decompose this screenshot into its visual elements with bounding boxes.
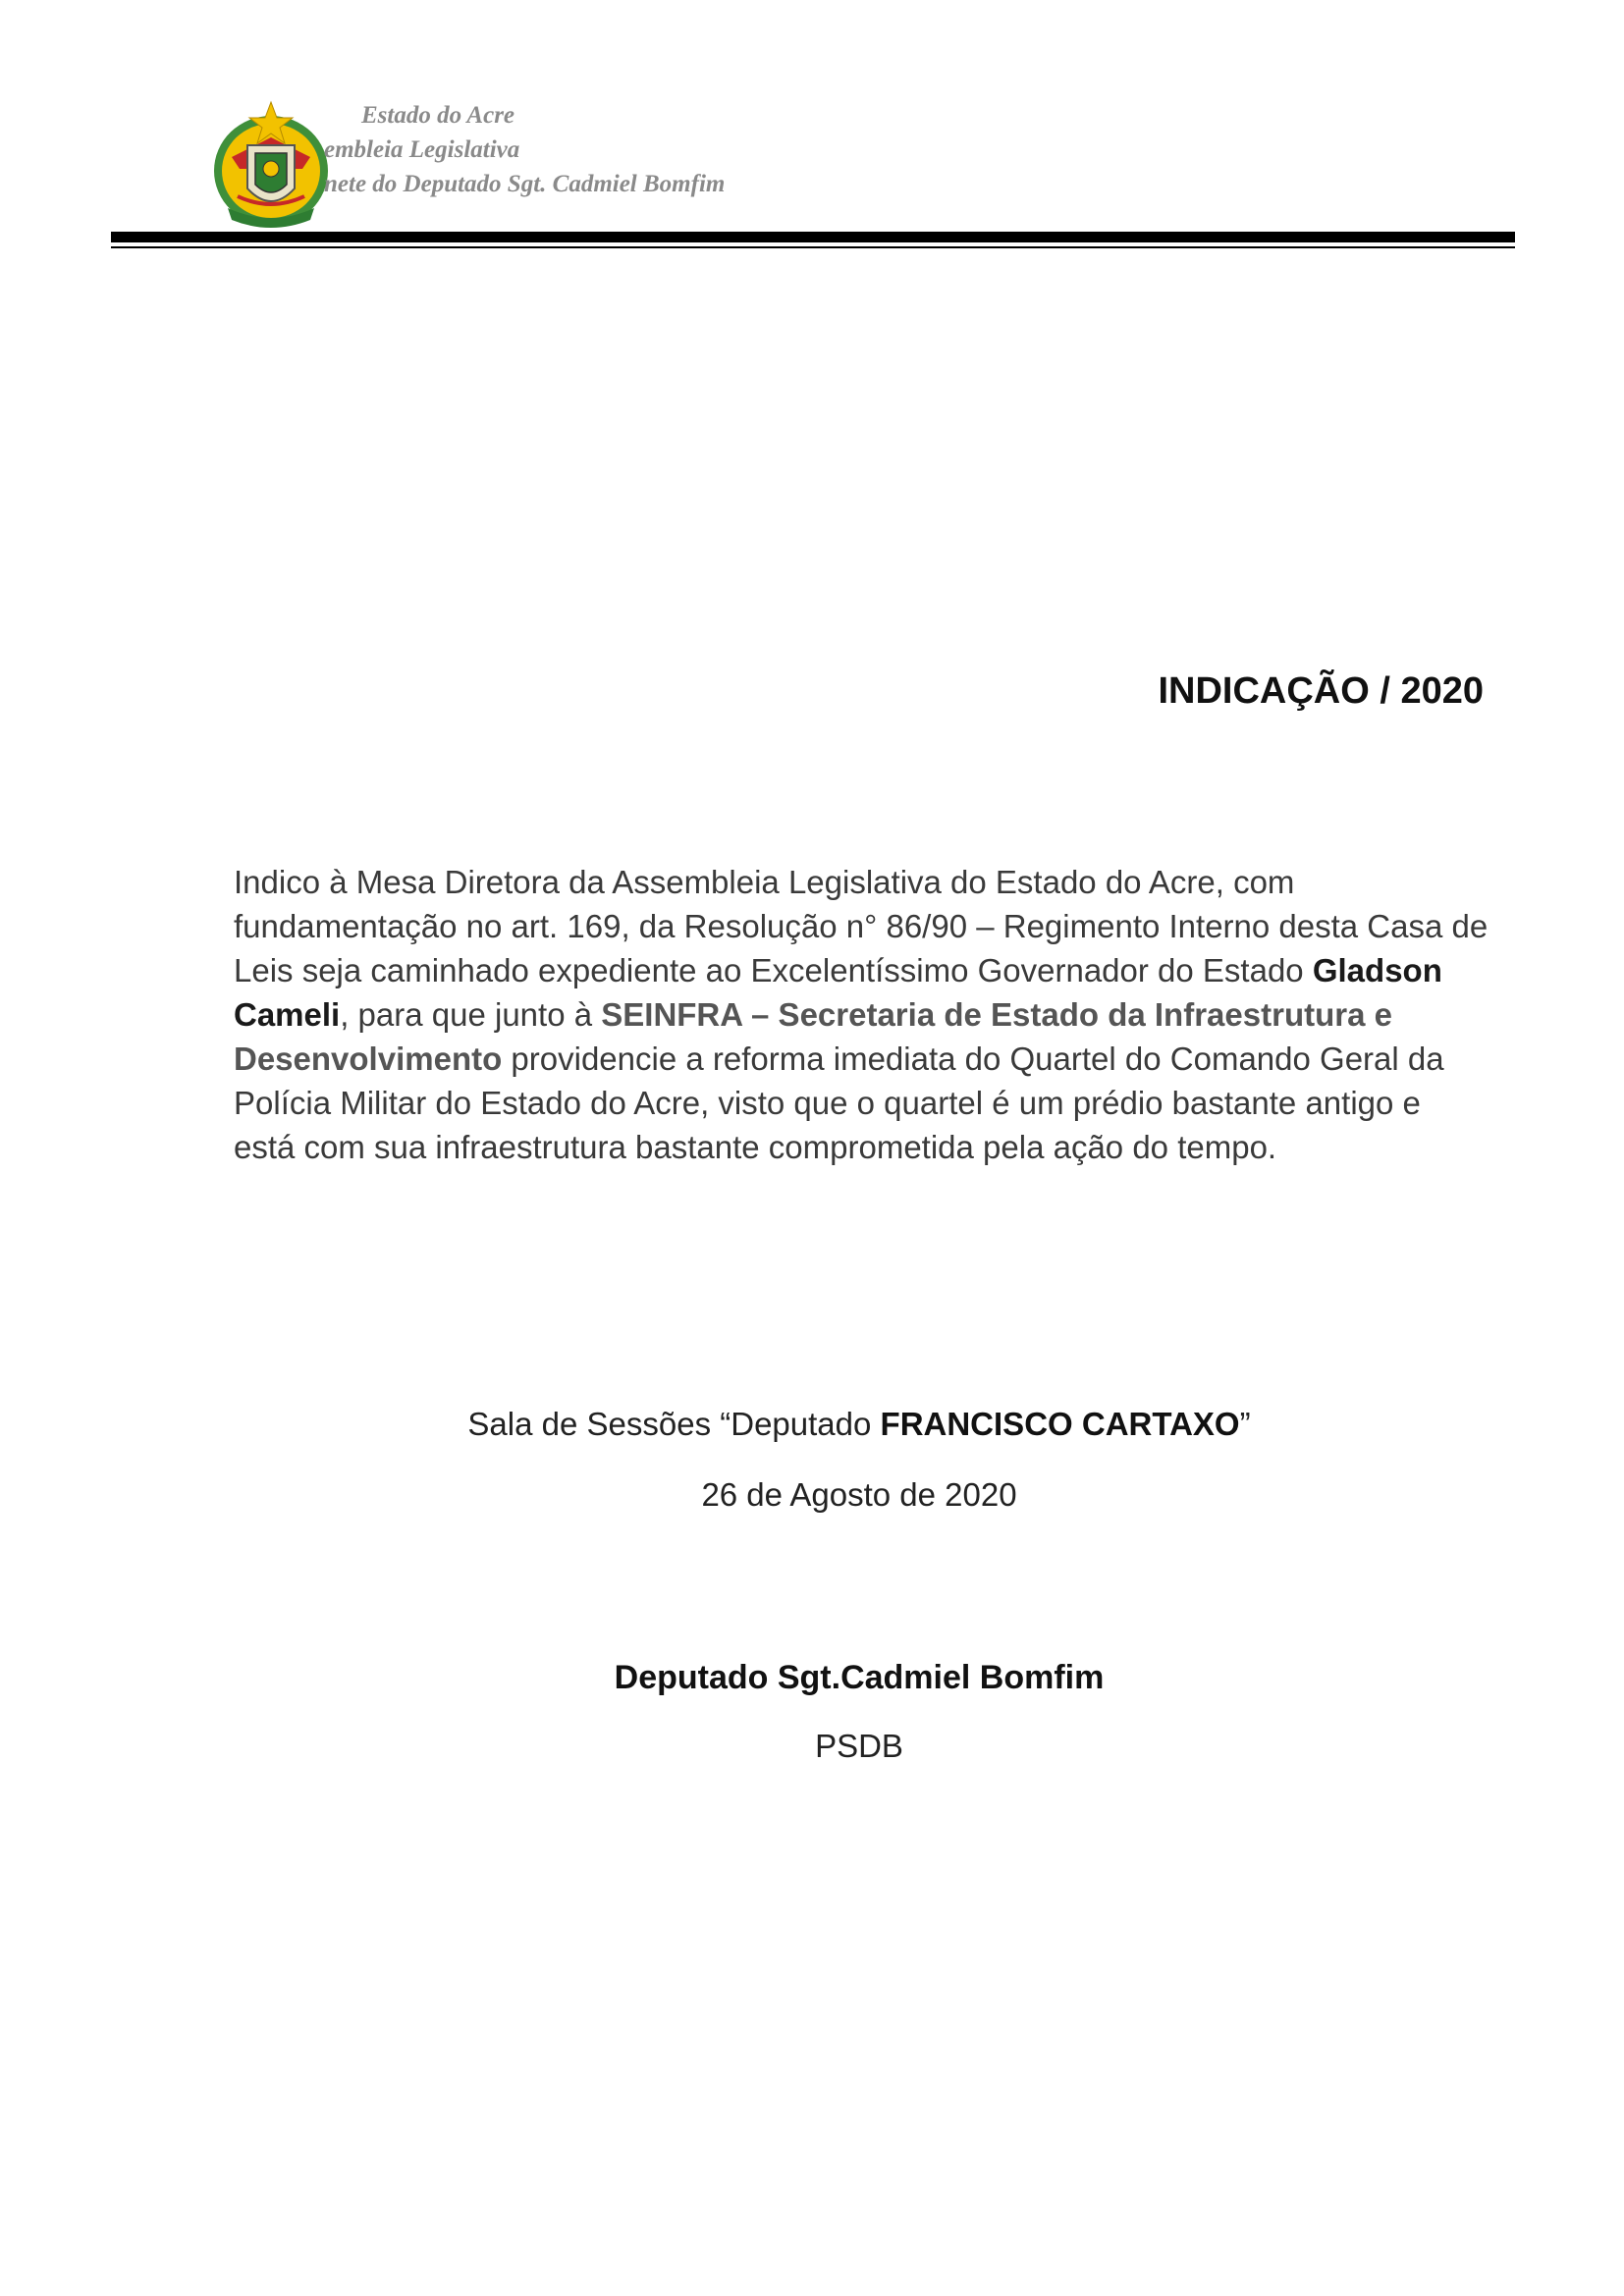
letterhead-office: nete do Deputado Sgt. Cadmiel Bomfim (324, 171, 726, 197)
body-text-part3: providencie a reforma imediata do Quartel do Comando Geral da Polícia Militar do Estado do Acre, visto que o quartel é um prédio bastante antigo e está com sua infraestrutura bastante comprometida pela ação do tempo. (234, 1041, 1444, 1165)
letterhead-assembly: embleia Legislativa (324, 136, 520, 163)
body-text-part1: Indico à Mesa Diretora da Assembleia Legislativa do Estado do Acre, com fundamentação no art. 169, da Resolução n° 86/90 – Regimento Interno desta Casa de Leis seja caminhado expediente ao Excelentíssimo Governador do Estado (234, 864, 1489, 988)
session-name: FRANCISCO CARTAXO (880, 1406, 1240, 1442)
document-date: 26 de Agosto de 2020 (701, 1476, 1017, 1513)
document-title: INDICAÇÃO / 2020 (1158, 670, 1484, 712)
signer-name: Deputado Sgt.Cadmiel Bomfim (614, 1659, 1105, 1696)
header-rule-thick (111, 232, 1515, 242)
session-suffix: ” (1239, 1406, 1251, 1442)
secretariat-name: SEINFRA – Secretaria de Estado da Infraestrutura e Desenvolvimento (234, 996, 1392, 1077)
signer-party: PSDB (815, 1728, 903, 1764)
coat-of-arms-icon (208, 98, 334, 232)
body-text-part2: , para que junto à (340, 996, 602, 1033)
document-body (234, 860, 1490, 1169)
letterhead-state: Estado do Acre (361, 102, 515, 129)
session-line (0, 1406, 1624, 1443)
letterhead (324, 98, 725, 201)
session-prefix: Sala de Sessões “Deputado (467, 1406, 881, 1442)
governor-name: Gladson Cameli (234, 952, 1442, 1033)
header-rule-thin (111, 246, 1515, 248)
